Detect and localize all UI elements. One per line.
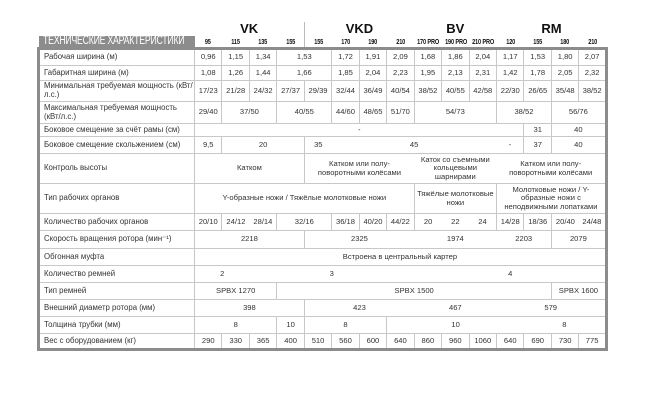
value-cell: 960 [442, 334, 469, 350]
value-cell: 330 [222, 334, 249, 350]
model-header-cell [414, 36, 441, 49]
model-header: 95 [205, 37, 212, 46]
value-cell: 8 [195, 317, 277, 334]
value-cell: 2079 [551, 231, 606, 249]
row-label: Минимальная требуемая мощность (кВт/л.с.) [39, 81, 195, 102]
group-bv: BV [446, 21, 465, 36]
value-cell: 2,05 [551, 66, 578, 81]
model-header: 170 PRO [417, 37, 440, 46]
value-cell: 18/36 [524, 214, 551, 231]
model-header: 115 [231, 37, 240, 46]
spec-table-container [37, 22, 605, 351]
row-label: Количество рабочих органов [39, 214, 195, 231]
value-cell: 24/32 [249, 81, 276, 102]
model-header: 190 [368, 37, 378, 46]
value-cell: 38/52 [414, 81, 441, 102]
value-cell [524, 266, 606, 283]
value-cell: 28/14 [249, 214, 276, 231]
value-cell: 22 [442, 214, 469, 231]
value-cell: 2203 [497, 231, 552, 249]
model-header-cell [387, 36, 414, 49]
value-cell: Катком или полу-поворотными колёсами [497, 154, 607, 184]
value-cell: Тяжёлые молотковые ножи [414, 184, 496, 214]
value-cell: Катком или полу-поворотными колёсами [304, 154, 414, 184]
model-header-cell [469, 36, 496, 49]
spec-table [37, 22, 608, 351]
table-row [39, 184, 607, 214]
group-vkd: VKD [304, 22, 414, 36]
model-header: 210 PRO [472, 37, 495, 46]
value-cell: 40/55 [442, 81, 469, 102]
value-cell: 21/28 [222, 81, 249, 102]
model-header-cell [222, 36, 249, 49]
value-cell: 38/52 [497, 102, 552, 124]
value-cell: 860 [414, 334, 441, 350]
value-cell: 2325 [304, 231, 414, 249]
value-cell: 1,34 [249, 49, 276, 66]
value-cell: 26/65 [524, 81, 551, 102]
value-cell: 3 [304, 266, 359, 283]
table-row [39, 334, 607, 350]
row-label: Скорость вращения ротора (мин⁻¹) [39, 231, 195, 249]
model-header-cell [579, 36, 606, 49]
value-cell: 1,68 [414, 49, 441, 66]
value-cell: 2,13 [442, 66, 469, 81]
row-label: Тип ремней [39, 283, 195, 300]
value-cell: 35 [304, 137, 331, 154]
value-cell: 2218 [195, 231, 305, 249]
value-cell: 20/10 [195, 214, 222, 231]
value-cell: 1,85 [332, 66, 359, 81]
row-label: Тип рабочих органов [39, 184, 195, 214]
row-label: Рабочая ширина (м) [39, 49, 195, 66]
model-header-cell [551, 36, 578, 49]
value-cell: 1,42 [497, 66, 524, 81]
table-row [39, 266, 607, 283]
model-header-cell [359, 36, 386, 49]
value-cell: 775 [579, 334, 606, 350]
model-header-cell [195, 36, 222, 49]
row-label: Максимальная требуемая мощность (кВт/л.с.) [39, 102, 195, 124]
model-header-cell [277, 36, 304, 49]
row-label: Обгонная муфта [39, 249, 195, 266]
value-cell: 40/55 [277, 102, 332, 124]
value-cell: 510 [304, 334, 331, 350]
model-header-cell [249, 36, 276, 49]
value-cell: 45 [332, 137, 497, 154]
value-cell: Каток со съемными кольцевыми шарнирами [414, 154, 496, 184]
model-header: 120 [505, 37, 515, 46]
value-cell: 1,08 [195, 66, 222, 81]
value-cell: 36/49 [359, 81, 386, 102]
value-cell: 24 [469, 214, 496, 231]
value-cell: 17/23 [195, 81, 222, 102]
value-cell: 1974 [414, 231, 496, 249]
value-cell: 10 [277, 317, 304, 334]
value-cell: 37 [524, 137, 551, 154]
model-header: 155 [285, 37, 295, 46]
value-cell: 36/18 [332, 214, 359, 231]
value-cell: 2,31 [469, 66, 496, 81]
value-cell: 20/40 [551, 214, 578, 231]
row-label: Контроль высоты [39, 154, 195, 184]
value-cell: 44/60 [332, 102, 359, 124]
model-header-cell [304, 36, 331, 49]
value-cell: 40/54 [387, 81, 414, 102]
table-row [39, 81, 607, 102]
value-cell: 24/12 [222, 214, 249, 231]
value-cell: 32/16 [277, 214, 332, 231]
value-cell: 640 [497, 334, 524, 350]
table-row [39, 102, 607, 124]
value-cell: 290 [195, 334, 222, 350]
value-cell: 32/44 [332, 81, 359, 102]
value-cell: 467 [414, 300, 496, 317]
value-cell: 2,07 [579, 49, 606, 66]
table-row [39, 124, 607, 137]
value-cell: 37/50 [222, 102, 277, 124]
value-cell: 690 [524, 334, 551, 350]
value-cell: 10 [387, 317, 524, 334]
value-cell: 560 [332, 334, 359, 350]
value-cell: SPBX 1600 [551, 283, 606, 300]
value-cell: 1,17 [497, 49, 524, 66]
row-label: Габаритная ширина (м) [39, 66, 195, 81]
value-cell: 40 [551, 124, 606, 137]
table-title-cell [39, 36, 195, 49]
row-label: Внешний диаметр ротора (мм) [39, 300, 195, 317]
value-cell: 600 [359, 334, 386, 350]
value-cell: 1,53 [277, 49, 332, 66]
value-cell: 423 [304, 300, 414, 317]
value-cell: 640 [387, 334, 414, 350]
model-header: 135 [258, 37, 268, 46]
value-cell: 40/20 [359, 214, 386, 231]
value-cell: 38/52 [579, 81, 606, 102]
model-header: 180 [560, 37, 570, 46]
header-spacer [39, 22, 195, 36]
value-cell: 1,26 [222, 66, 249, 81]
model-header: 210 [588, 37, 598, 46]
value-cell: 1,53 [524, 49, 551, 66]
value-cell: 29/39 [304, 81, 331, 102]
value-cell: 4 [497, 266, 524, 283]
value-cell: 2 [195, 266, 250, 283]
value-cell: Молотковые ножи / Y-образные ножи с неподвижными лопатками [497, 184, 607, 214]
value-cell: 2,32 [579, 66, 606, 81]
value-cell: Встроена в центральный картер [195, 249, 607, 266]
model-header-cell [497, 36, 524, 49]
value-cell: 1,44 [249, 66, 276, 81]
value-cell: 1,15 [222, 49, 249, 66]
value-cell: 8 [524, 317, 606, 334]
row-label: Толщина трубки (мм) [39, 317, 195, 334]
model-header: 155 [533, 37, 543, 46]
value-cell: 398 [195, 300, 305, 317]
table-row [39, 154, 607, 184]
table-row [39, 66, 607, 81]
value-cell: 579 [497, 300, 607, 317]
table-row [39, 317, 607, 334]
group-rm: RM [541, 21, 562, 36]
value-cell: 2,09 [387, 49, 414, 66]
value-cell: 56/76 [551, 102, 606, 124]
value-cell: 2,04 [469, 49, 496, 66]
value-cell: 1060 [469, 334, 496, 350]
model-header-cell [332, 36, 359, 49]
row-label: Боковое смещение скольжением (см) [39, 137, 195, 154]
group-vk: VK [240, 21, 259, 36]
value-cell: 2,04 [359, 66, 386, 81]
model-header: 155 [313, 37, 323, 46]
table-row [39, 283, 607, 300]
value-cell: 400 [277, 334, 304, 350]
value-cell: 1,95 [414, 66, 441, 81]
model-header-cell [442, 36, 469, 49]
value-cell: - [497, 137, 524, 154]
value-cell: 54/73 [414, 102, 496, 124]
value-cell: 51/70 [387, 102, 414, 124]
value-cell: 2,23 [387, 66, 414, 81]
value-cell [359, 266, 496, 283]
value-cell: 20 [222, 137, 304, 154]
value-cell: 9,5 [195, 137, 222, 154]
value-cell: SPBX 1500 [277, 283, 552, 300]
value-cell: 48/65 [359, 102, 386, 124]
model-header: 190 PRO [444, 37, 467, 46]
row-label: Боковое смещение за счёт рамы (см) [39, 124, 195, 137]
value-cell: 24/48 [579, 214, 606, 231]
value-cell [249, 266, 304, 283]
value-cell: 1,78 [524, 66, 551, 81]
value-cell: 8 [304, 317, 386, 334]
value-cell: 22/30 [497, 81, 524, 102]
value-cell: SPBX 1270 [195, 283, 277, 300]
value-cell: 40 [551, 137, 606, 154]
table-row [39, 137, 607, 154]
table-row [39, 300, 607, 317]
value-cell: 14/28 [497, 214, 524, 231]
model-header: 170 [341, 37, 350, 46]
row-label: Количество ремней [39, 266, 195, 283]
value-cell: Катком [195, 154, 305, 184]
value-cell: 27/37 [277, 81, 304, 102]
table-row [39, 249, 607, 266]
value-cell: 1,80 [551, 49, 578, 66]
value-cell: 1,86 [442, 49, 469, 66]
value-cell: 365 [249, 334, 276, 350]
row-label: Вес с оборудованием (кг) [39, 334, 195, 350]
table-row [39, 214, 607, 231]
value-cell: 31 [524, 124, 551, 137]
value-cell: 44/22 [387, 214, 414, 231]
value-cell: 20 [414, 214, 441, 231]
value-cell: - [195, 124, 524, 137]
value-cell: 42/58 [469, 81, 496, 102]
value-cell: 1,72 [332, 49, 359, 66]
value-cell: 0,96 [195, 49, 222, 66]
model-header-cell [524, 36, 551, 49]
table-title: ТЕХНИЧЕСКИЕ ХАРАКТЕРИСТИКИ [42, 36, 184, 47]
table-row [39, 231, 607, 249]
value-cell: 1,66 [277, 66, 332, 81]
value-cell: 1,91 [359, 49, 386, 66]
model-header: 210 [395, 37, 405, 46]
value-cell: 730 [551, 334, 578, 350]
value-cell: 29/40 [195, 102, 222, 124]
table-row [39, 49, 607, 66]
value-cell: 35/48 [551, 81, 578, 102]
value-cell: Y-образные ножи / Тяжёлые молотковые ножи [195, 184, 415, 214]
